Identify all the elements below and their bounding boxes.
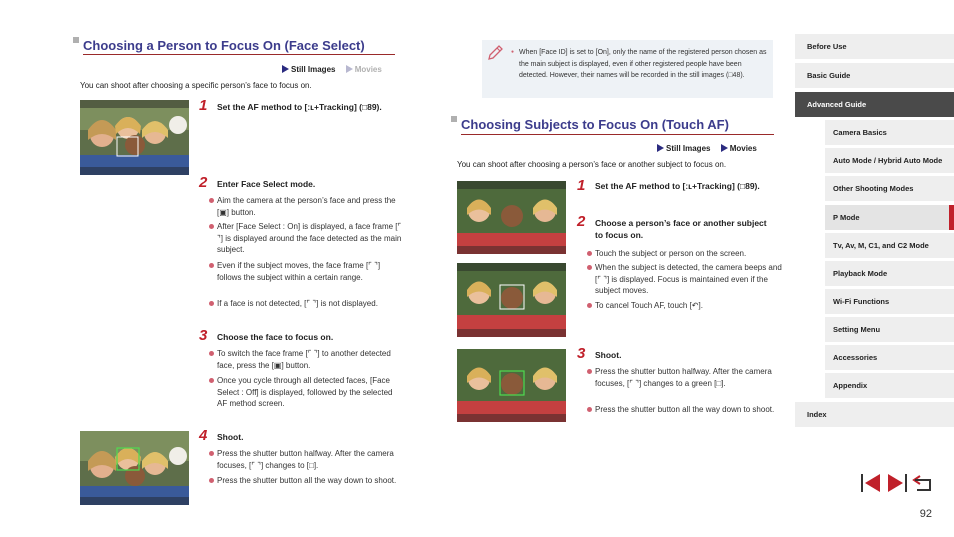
instruction-bullet: Press the shutter button halfway. After the camera focuses, [⌜ ⌝] changes to a green [□]. xyxy=(586,366,785,389)
instruction-bullet: Once you cycle through all detected faces, [Face Select : Off] is displayed, followed by the selected AF method screen. xyxy=(208,375,403,410)
step-number: 2 xyxy=(577,213,586,230)
step-number: 2 xyxy=(199,174,208,191)
nav-basic-guide[interactable]: Basic Guide xyxy=(795,63,954,88)
left-intro: You can shoot after choosing a specific person’s face to focus on. xyxy=(80,81,312,90)
step-number: 1 xyxy=(577,177,586,194)
nav-advanced-guide[interactable]: Advanced Guide xyxy=(795,92,954,117)
movies-triangle-icon xyxy=(346,65,353,73)
instruction-bullet: If a face is not detected, [⌜ ⌝] is not displayed. xyxy=(208,298,403,310)
right-section-title: Choosing Subjects to Focus On (Touch AF) xyxy=(461,117,729,132)
pencil-icon xyxy=(486,44,504,62)
nav-wifi-functions[interactable]: Wi-Fi Functions xyxy=(825,289,954,314)
step-heading: Enter Face Select mode. xyxy=(217,179,316,189)
instruction-bullet: After [Face Select : On] is displayed, a face frame [⌜ ⌝] is displayed around the face detected as the main subject. xyxy=(208,221,403,256)
step-number: 1 xyxy=(199,97,208,114)
instruction-bullet: Press the shutter button halfway. After the camera focuses, [⌜ ⌝] changes to [□]. xyxy=(208,448,403,471)
right-tags xyxy=(657,144,757,153)
left-section-header xyxy=(73,37,395,57)
tag-movies: Movies xyxy=(354,65,382,74)
right-section-header xyxy=(451,116,774,136)
nav-appendix[interactable]: Appendix xyxy=(825,373,954,398)
nav-before-use[interactable]: Before Use xyxy=(795,34,954,59)
right-intro: You can shoot after choosing a person’s face or another subject to focus on. xyxy=(457,160,727,169)
movies-triangle-icon xyxy=(721,144,728,152)
left-section-title: Choosing a Person to Focus On (Face Select) xyxy=(83,38,365,53)
camera-screen-photo xyxy=(80,100,189,175)
step-number: 3 xyxy=(199,327,208,344)
left-section-rule xyxy=(83,54,395,55)
note-box xyxy=(482,40,773,98)
previous-page-icon[interactable] xyxy=(860,473,882,493)
camera-screen-photo xyxy=(457,263,566,337)
nav-playback-mode[interactable]: Playback Mode xyxy=(825,261,954,286)
camera-screen-photo xyxy=(457,181,566,254)
nav-other-shooting-modes[interactable]: Other Shooting Modes xyxy=(825,176,954,201)
step-number: 3 xyxy=(577,345,586,362)
step-number: 4 xyxy=(199,427,208,444)
nav-p-mode[interactable]: P Mode xyxy=(825,205,954,230)
still-images-triangle-icon xyxy=(657,144,664,152)
tag-still-images: Still Images xyxy=(666,144,711,153)
section-marker xyxy=(73,37,79,43)
current-section-marker xyxy=(949,205,954,230)
instruction-bullet: Aim the camera at the person’s face and press the [▣] button. xyxy=(208,195,403,218)
instruction-bullet: Even if the subject moves, the face frame [⌜ ⌝] follows the subject within a certain range. xyxy=(208,260,403,283)
nav-index[interactable]: Index xyxy=(795,402,954,427)
step-heading: Choose a person’s face or another subject to focus on. xyxy=(595,218,767,240)
return-icon[interactable] xyxy=(912,473,934,493)
note-text: ● When [Face ID] is set to [On], only the name of the registered person chosen as the main subject is displayed, even if other registered people have been detected. However, their names will be recorded in the still images (□48). xyxy=(511,47,767,82)
camera-screen-photo xyxy=(80,431,189,505)
nav-tv-av-m-mode[interactable]: Tv, Av, M, C1, and C2 Mode xyxy=(825,233,954,258)
step-heading: Shoot. xyxy=(217,432,244,442)
right-section-rule xyxy=(461,134,774,135)
instruction-bullet: Press the shutter button all the way down to shoot. xyxy=(586,404,785,416)
step-heading: Choose the face to focus on. xyxy=(217,332,334,342)
nav-accessories[interactable]: Accessories xyxy=(825,345,954,370)
step-heading: Shoot. xyxy=(595,350,622,360)
step-heading: Set the AF method to [ːʟ+Tracking] (□89). xyxy=(595,181,760,191)
instruction-bullet: Press the shutter button all the way down to shoot. xyxy=(208,475,403,487)
left-tags xyxy=(282,65,382,74)
page-number: 92 xyxy=(919,508,932,520)
instruction-bullet: When the subject is detected, the camera beeps and [⌜ ⌝] is displayed. Focus is maintained even if the subject moves. xyxy=(586,262,785,297)
tag-movies: Movies xyxy=(729,144,757,153)
tag-still-images: Still Images xyxy=(291,65,336,74)
section-marker xyxy=(451,116,457,122)
instruction-bullet: To cancel Touch AF, touch [↶]. xyxy=(586,300,785,312)
nav-setting-menu[interactable]: Setting Menu xyxy=(825,317,954,342)
nav-camera-basics[interactable]: Camera Basics xyxy=(825,120,954,145)
nav-auto-mode[interactable]: Auto Mode / Hybrid Auto Mode xyxy=(825,148,954,173)
next-page-icon[interactable] xyxy=(886,473,908,493)
instruction-bullet: To switch the face frame [⌜ ⌝] to another detected face, press the [▣] button. xyxy=(208,348,403,371)
camera-screen-photo xyxy=(457,349,566,422)
instruction-bullet: Touch the subject or person on the screen. xyxy=(586,248,785,260)
step-heading: Set the AF method to [ːʟ+Tracking] (□89). xyxy=(217,102,382,112)
still-images-triangle-icon xyxy=(282,65,289,73)
